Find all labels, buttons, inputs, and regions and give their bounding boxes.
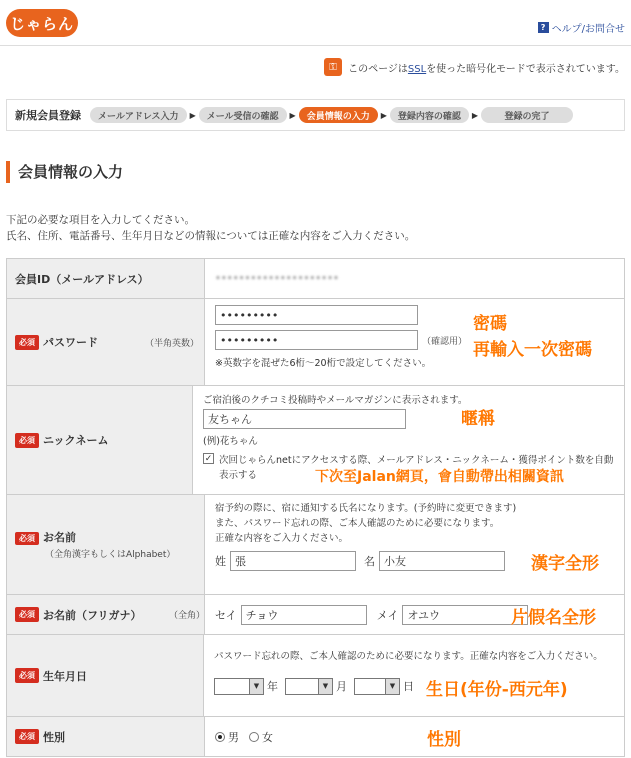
ssl-text-before: このページは <box>348 63 408 75</box>
header-divider <box>0 45 631 46</box>
label-nickname: 必須 ニックネーム <box>7 386 193 494</box>
intro-line: 氏名、住所、電話番号、生年月日などの情報については正確な内容をご入力ください。 <box>6 230 416 242</box>
name-desc-line: また、パスワード忘れの際、ご本人確認のために必要になります。 <box>215 518 500 529</box>
name-desc-line: 宿予約の際に、宿に通知する氏名になります。(予約時に変更できます) <box>215 503 517 514</box>
annotation-auto-display: 下次至Jalan網頁，會自動帶出相關資訊 <box>315 469 564 485</box>
annotation-password-confirm: 再輸入一次密碼 <box>473 340 592 360</box>
annotation-nickname: 暱稱 <box>461 409 495 429</box>
label-gender: 必須 性別 <box>7 717 205 756</box>
steps-title: 新規会員登録 <box>15 109 81 122</box>
gender-female-radio[interactable] <box>249 732 259 742</box>
label-name: 必須 お名前 （全角漢字もしくはAlphabet） <box>7 495 205 594</box>
gender-male-label: 男 <box>228 730 239 744</box>
month-label: 月 <box>336 680 347 693</box>
jalan-logo[interactable]: じゃらん <box>6 9 78 37</box>
ssl-notice <box>324 58 625 76</box>
gender-female-label: 女 <box>262 730 273 744</box>
confirm-label: （確認用） <box>422 336 468 347</box>
step-email-confirm: メール受信の確認 <box>199 107 287 123</box>
last-name-input[interactable]: 張 <box>230 551 356 571</box>
gender-male-radio[interactable] <box>215 732 225 742</box>
birth-year-select[interactable]: ▼ <box>214 678 264 695</box>
row-password <box>6 299 625 386</box>
kana-sei-label: セイ <box>215 608 237 622</box>
help-icon: ? <box>538 22 549 33</box>
member-id-value: ••••••••••••••••••••• <box>215 273 339 284</box>
step-email-input: メールアドレス入力 <box>90 107 187 123</box>
mei-label: 名 <box>364 554 375 568</box>
row-gender <box>6 717 625 757</box>
birth-month-select[interactable]: ▼ <box>285 678 333 695</box>
password-confirm-input[interactable]: ••••••••• <box>215 330 418 350</box>
ssl-link[interactable]: SSL <box>407 63 427 75</box>
day-label: 日 <box>403 680 414 693</box>
birth-desc: パスワード忘れの際、ご本人確認のために必要になります。正確な内容をご入力ください。 <box>214 651 603 662</box>
kana-mei-label: メイ <box>376 608 399 622</box>
label-birthdate: 必須 生年月日 <box>7 635 204 716</box>
row-nickname <box>6 386 625 495</box>
password-note: ※英数字を混ぜた6桁〜20桁で設定してください。 <box>215 358 432 369</box>
step-member-info: 会員情報の入力 <box>299 107 378 123</box>
help-link[interactable] <box>538 20 625 35</box>
step-review: 登録内容の確認 <box>390 107 469 123</box>
sei-label: 姓 <box>215 554 226 568</box>
step-complete: 登録の完了 <box>481 107 573 123</box>
step-arrow-icon: ▶ <box>289 110 296 120</box>
required-badge: 必須 <box>15 433 39 448</box>
registration-steps <box>6 99 625 131</box>
help-link-label: ヘルプ/お問合せ <box>551 24 625 35</box>
key-icon: ⚿ <box>324 58 342 76</box>
password-input[interactable]: ••••••••• <box>215 305 418 325</box>
last-name-kana-input[interactable]: チョウ <box>241 605 367 625</box>
ssl-text-after: を使った暗号化モードで表示されています。 <box>426 63 625 75</box>
member-form <box>6 258 625 757</box>
intro-text <box>6 212 415 244</box>
auto-display-checkbox[interactable]: ✓ <box>204 454 213 464</box>
page-title: 会員情報の入力 <box>6 161 123 183</box>
row-member-id <box>6 259 625 299</box>
annotation-kana: 片假名全形 <box>511 608 596 628</box>
year-label: 年 <box>267 680 278 693</box>
first-name-input[interactable]: 小友 <box>379 551 505 571</box>
birth-day-select[interactable]: ▼ <box>354 678 400 695</box>
required-badge: 必須 <box>15 607 39 622</box>
name-desc-line: 正確な内容をご入力ください。 <box>215 533 349 544</box>
row-name <box>6 495 625 595</box>
required-badge: 必須 <box>15 668 39 683</box>
first-name-kana-input[interactable]: オユウ <box>402 605 528 625</box>
label-password: 必須 パスワード （半角英数） <box>7 299 205 385</box>
step-arrow-icon: ▶ <box>471 110 479 120</box>
step-arrow-icon: ▶ <box>189 110 196 120</box>
required-badge: 必須 <box>15 335 39 350</box>
annotation-birthdate: 生日(年份-西元年) <box>426 680 568 700</box>
required-badge: 必須 <box>15 729 39 744</box>
annotation-password: 密碼 <box>473 314 507 334</box>
row-kana <box>6 595 625 635</box>
label-kana: 必須 お名前（フリガナ） （全角） <box>7 595 205 634</box>
nickname-desc: ご宿泊後のクチコミ投稿時やメールマガジンに表示されます。 <box>203 395 468 406</box>
required-badge: 必須 <box>15 532 39 545</box>
row-birthdate <box>6 635 625 717</box>
auto-display-label: 次回じゃらんnetにアクセスする際、メールアドレス・ニックネーム・獲得ポイント数を自動表示する <box>219 455 614 481</box>
nickname-input[interactable]: 友ちゃん <box>203 409 406 429</box>
annotation-gender: 性別 <box>427 730 461 750</box>
nickname-example: (例)花ちゃん <box>203 436 258 447</box>
label-member-id: 会員ID（メールアドレス） <box>7 259 205 298</box>
intro-line: 下記の必要な項目を入力してください。 <box>6 214 195 226</box>
annotation-name: 漢字全形 <box>531 554 599 574</box>
step-arrow-icon: ▶ <box>380 110 387 120</box>
